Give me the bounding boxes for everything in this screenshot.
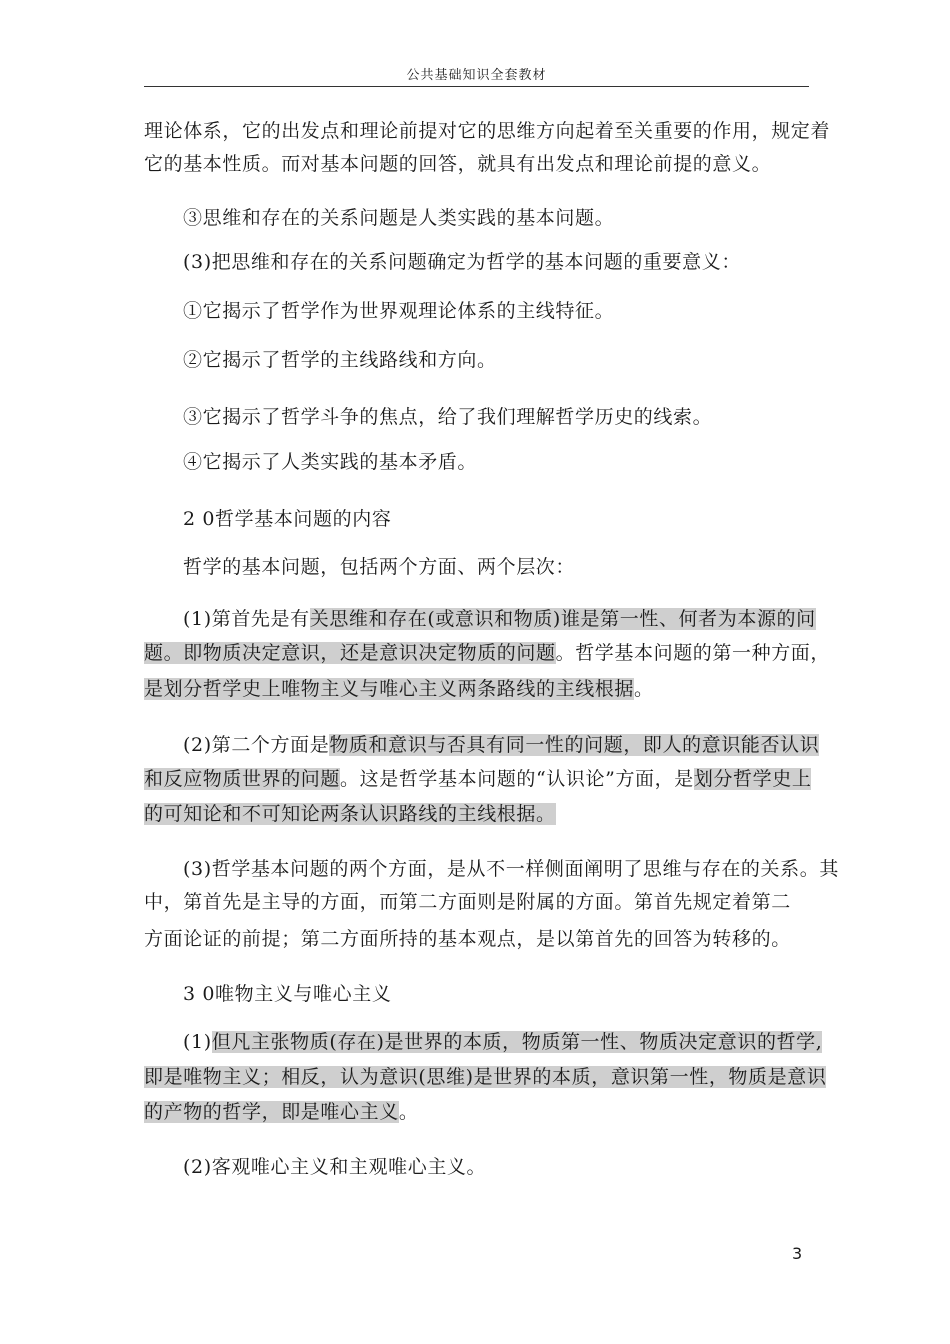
paragraph-line: [183, 605, 816, 633]
paragraph-line: [144, 800, 556, 828]
highlighted-text: 物质和意识与否具有同一性的问题，即人的意识能否认识: [329, 734, 820, 756]
highlighted-text: 的可知论和不可知论两条认识路线的主线根据。: [144, 803, 556, 825]
highlighted-text: 是划分哲学史上唯物主义与唯心主义两条路线的主线根据: [144, 678, 635, 700]
page-number: 3: [792, 1244, 803, 1263]
highlighted-text: 关思维和存在(或意识和物质)谁是第一性、何者为本源的问: [309, 608, 816, 630]
running-header: 公共基础知识全套教材: [406, 68, 547, 83]
plain-text: (2)第二个方面是: [183, 734, 330, 756]
highlighted-text: 即是唯物主义；相反，认为意识(思维)是世界的本质，意识第一性，物质是意识: [144, 1066, 827, 1088]
plain-text: 。哲学基本问题的第一种方面，: [555, 642, 831, 664]
highlighted-text: 题。即物质决定意识，还是意识决定物质的问题: [144, 642, 556, 664]
paragraph-line: [183, 1028, 822, 1056]
paragraph-line: 中，第首先是主导的方面，而第二方面则是附属的方面。第首先规定着第二: [144, 891, 791, 913]
paragraph-line: [144, 765, 811, 793]
list-item: ③思维和存在的关系问题是人类实践的基本问题。: [183, 207, 615, 229]
list-item: ②它揭示了哲学的主线路线和方向。: [183, 349, 497, 371]
section-heading: 3 0唯物主义与唯心主义: [183, 983, 392, 1005]
highlighted-text: 划分哲学史上: [693, 768, 812, 790]
paragraph-line: [183, 731, 819, 759]
highlighted-text: 和反应物质世界的问题: [144, 768, 341, 790]
plain-text: 。: [634, 678, 654, 700]
section-heading: 2 0哲学基本问题的内容: [183, 508, 392, 530]
header-divider: [144, 86, 809, 87]
plain-text: 。这是哲学基本问题的“认识论”方面，是: [340, 768, 694, 790]
body-line: 它的基本性质。而对基本问题的回答，就具有出发点和理论前提的意义。: [144, 153, 772, 175]
body-line: 哲学的基本问题，包括两个方面、两个层次：: [183, 556, 576, 578]
list-item: ③它揭示了哲学斗争的焦点，给了我们理解哲学历史的线索。: [183, 406, 713, 428]
body-line: 理论体系，它的出发点和理论前提对它的思维方向起着至关重要的作用，规定着: [144, 120, 831, 142]
list-item: ①它揭示了哲学作为世界观理论体系的主线特征。: [183, 300, 615, 322]
plain-text: 。: [398, 1101, 419, 1123]
highlighted-text: 的产物的哲学，即是唯心主义: [144, 1101, 399, 1123]
list-item: ④它揭示了人类实践的基本矛盾。: [183, 451, 478, 473]
paragraph-line: [144, 1063, 826, 1091]
paragraph-line: 方面论证的前提；第二方面所持的基本观点，是以第首先的回答为转移的。: [144, 928, 791, 950]
paragraph-line: [144, 675, 654, 703]
list-item: (2)客观唯心主义和主观唯心主义。: [183, 1156, 487, 1178]
plain-text: (1): [183, 1031, 212, 1053]
plain-text: (1)第首先是有: [183, 608, 310, 630]
highlighted-text: 但凡主张物质(存在)是世界的本质，物质第一性、物质决定意识的哲学,: [211, 1031, 823, 1053]
section-subheading: (3)把思维和存在的关系问题确定为哲学的基本问题的重要意义：: [183, 251, 741, 273]
paragraph-line: [144, 639, 830, 667]
paragraph-line: [144, 1098, 418, 1126]
paragraph-line: (3)哲学基本问题的两个方面，是从不一样侧面阐明了思维与存在的关系。其: [183, 858, 839, 880]
